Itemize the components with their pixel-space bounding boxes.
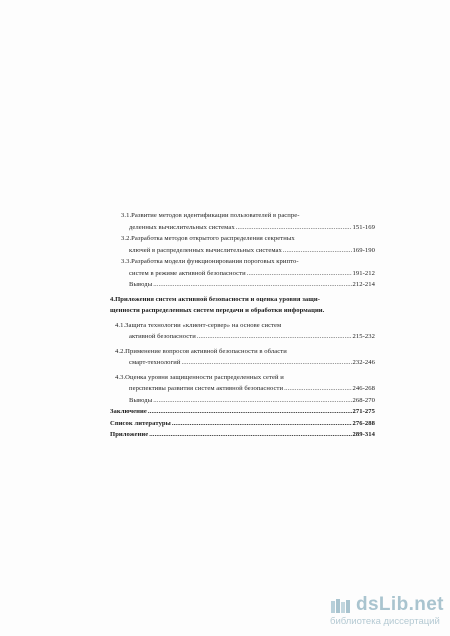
toc-leader-dots bbox=[172, 418, 352, 430]
toc-entry-3-3-line2 bbox=[110, 268, 375, 280]
toc-entry-4-2-line2 bbox=[110, 357, 375, 369]
toc-text: 4.1.Защита технологии «клиент-сервер» на основе систем bbox=[115, 321, 282, 329]
toc-leader-dots bbox=[153, 279, 351, 291]
toc-text: 4.3.Оценка уровня защищенности распределенных сетей и bbox=[115, 373, 284, 381]
toc-text: Выводы bbox=[129, 281, 153, 288]
toc-entry-3-2-line1 bbox=[110, 233, 375, 245]
toc-page-range: 151-169 bbox=[352, 223, 375, 231]
toc-page-range: 191-212 bbox=[352, 269, 375, 277]
toc-entry-4-conclusions bbox=[110, 395, 375, 407]
toc-leader-dots bbox=[247, 268, 352, 280]
table-of-contents bbox=[110, 210, 375, 441]
toc-entry-4-1-line1 bbox=[110, 320, 375, 332]
toc-text: щенности распределенных систем передачи и обработки информации. bbox=[110, 307, 325, 314]
toc-entry-4-3-line2 bbox=[110, 383, 375, 395]
toc-page-range: 276-288 bbox=[352, 419, 375, 427]
toc-text: Приложение bbox=[110, 431, 149, 438]
toc-leader-dots bbox=[236, 222, 352, 234]
toc-chapter-4-line2 bbox=[110, 305, 375, 317]
books-icon bbox=[330, 598, 354, 614]
toc-text: 3.2.Разработка методов открытого распределения секретных bbox=[121, 235, 295, 242]
toc-text: 3.3.Разработка модели функционирования пороговых крипто- bbox=[121, 258, 299, 265]
toc-text: Заключение bbox=[110, 408, 147, 415]
toc-page-range: 289-314 bbox=[352, 431, 375, 438]
toc-text: систем в режиме активной безопасности bbox=[129, 269, 246, 277]
toc-entry-4-3-line1 bbox=[110, 372, 375, 384]
toc-entry-references bbox=[110, 418, 375, 430]
toc-leader-dots bbox=[197, 331, 352, 343]
toc-leader-dots bbox=[283, 245, 352, 257]
toc-leader-dots bbox=[284, 383, 351, 395]
toc-page-range: 169-190 bbox=[352, 246, 375, 254]
toc-leader-dots bbox=[149, 429, 351, 441]
toc-page-range: 268-270 bbox=[352, 396, 375, 404]
toc-entry-3-1-line1 bbox=[110, 210, 375, 222]
toc-entry-3-3-line1 bbox=[110, 256, 375, 268]
toc-page-range: 215-232 bbox=[352, 333, 375, 340]
toc-text: 4.2.Применение вопросов активной безопасности в области bbox=[115, 347, 287, 355]
toc-text: смарт-технологий bbox=[129, 359, 181, 366]
watermark-name: dsLib.net bbox=[356, 594, 444, 615]
toc-text: Выводы bbox=[129, 396, 153, 404]
watermark-subtitle: библиотека диссертаций bbox=[330, 616, 440, 627]
toc-entry-4-1-line2 bbox=[110, 331, 375, 343]
toc-text: деленных вычислительных системах bbox=[129, 223, 235, 231]
toc-text: Список литературы bbox=[110, 419, 171, 427]
toc-chapter-4-line1 bbox=[110, 294, 375, 306]
toc-page-range: 232-246 bbox=[352, 359, 375, 366]
toc-entry-conclusion bbox=[110, 406, 375, 418]
dslib-watermark-logo bbox=[330, 594, 445, 632]
toc-entry-3-2-line2 bbox=[110, 245, 375, 257]
toc-text: перспективы развития систем активной безопасности bbox=[129, 385, 284, 392]
toc-entry-3-conclusions bbox=[110, 279, 375, 291]
toc-page-range: 271-275 bbox=[352, 408, 375, 415]
toc-entry-3-1-line2 bbox=[110, 222, 375, 234]
toc-text: ключей в распределенных вычислительных системах bbox=[129, 246, 282, 254]
toc-page-range: 212-214 bbox=[352, 281, 375, 288]
toc-text: 3.1.Развитие методов идентификации пользователей в распре- bbox=[121, 212, 300, 219]
toc-text: 4.Приложения систем активной безопасности и оценка уровня защи- bbox=[110, 295, 321, 303]
toc-entry-appendix bbox=[110, 429, 375, 441]
toc-entry-4-2-line1 bbox=[110, 346, 375, 358]
toc-text: активной безопасности bbox=[129, 333, 196, 340]
toc-leader-dots bbox=[148, 406, 352, 418]
toc-leader-dots bbox=[181, 357, 351, 369]
toc-page-range: 246-268 bbox=[352, 385, 375, 392]
toc-leader-dots bbox=[153, 395, 351, 407]
